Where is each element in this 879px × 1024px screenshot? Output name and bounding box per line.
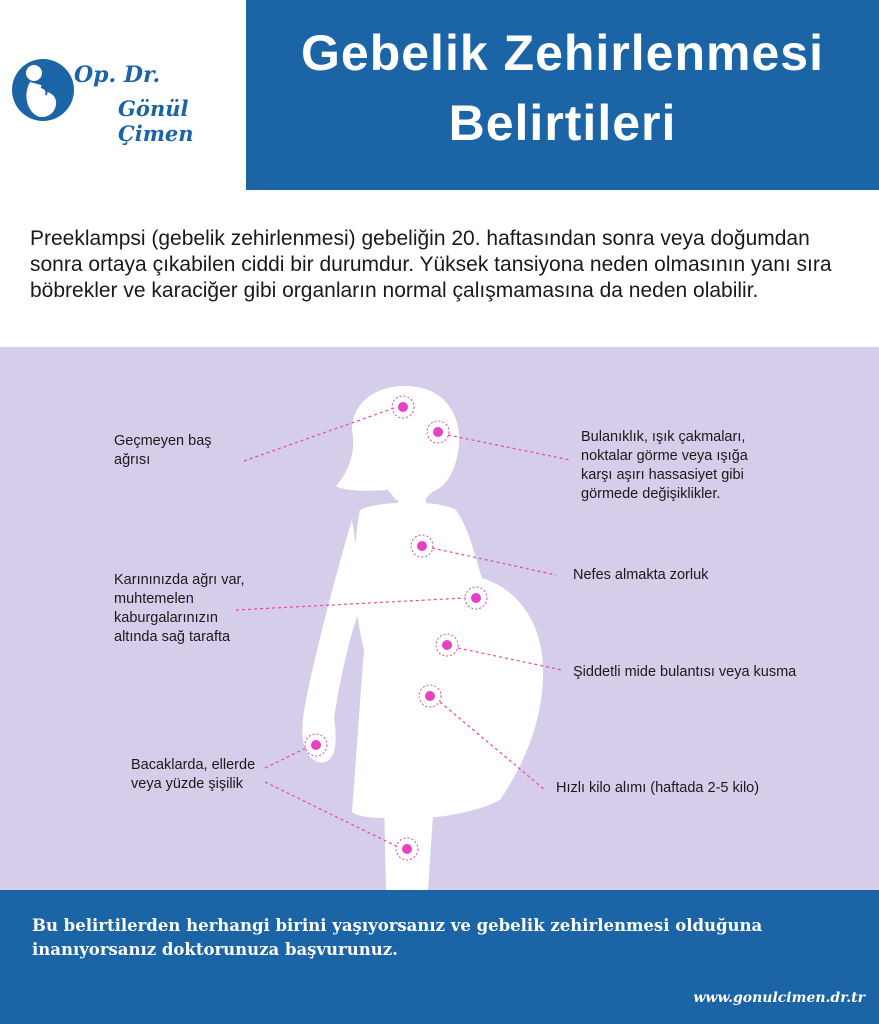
logo [0,0,246,190]
symptom-text: Bacaklarda, ellerde [131,757,256,773]
symptom-abdominal-label [114,571,245,647]
marker-weight [425,691,435,701]
symptom-text: muhtemelen [114,591,194,607]
head-shape [336,386,459,500]
symptom-breath-label [573,566,708,585]
intro-paragraph: Preeklampsi (gebelik zehirlenmesi) gebeliğin 20. haftasından sonra veya doğumdan sonra ortaya çıkabilen ciddi bir durumdur. Yüksek tansiyona neden olmasının yanı sıra böbrekler ve karaciğer gibi organların normal çalışmamasına da neden olabilir. [30,227,832,302]
marker-headache [398,402,408,412]
symptom-text: görmede değişiklikler. [581,486,721,502]
symptom-text: kaburgalarınızın [114,610,218,626]
symptom-text: Hızlı kilo alımı (haftada 2-5 kilo) [556,780,760,796]
marker-vision [433,427,443,437]
page-title-line1: Gebelik Zehirlenmesi [301,25,824,81]
symptom-headache-label [114,432,212,470]
symptom-text: Karınınızda ağrı var, [114,572,245,588]
logo-name: Gönül Çimen [118,96,194,146]
symptom-swelling-label [131,756,255,794]
symptom-text: Nefes almakta zorluk [573,567,709,583]
swelling-line-hand [265,748,306,768]
symptom-text: Geçmeyen baş [114,433,212,449]
footer-message-line2: inanıyorsanız doktorunuza başvurunuz. [32,940,398,959]
body-shape [352,503,543,819]
marker-nausea [442,640,452,650]
marker-leg-swelling [402,844,412,854]
marker-abdominal [471,593,481,603]
arm-shape [302,520,364,762]
symptom-vision-label [581,428,748,504]
marker-hand-swelling [311,740,321,750]
footer-message-line1: Bu belirtilerden herhangi birini yaşıyorsanız ve gebelik zehirlenmesi olduğuna [32,916,763,935]
symptom-text: ağrısı [114,452,151,468]
symptom-text: veya yüzde şişilik [131,776,244,792]
footer [0,890,879,1024]
logo-title: Op. Dr. [74,62,161,88]
symptom-text: Bulanıklık, ışık çakmaları, [581,429,746,445]
footer-message [32,914,852,962]
page-title-line2: Belirtileri [448,95,677,151]
header [246,0,879,190]
symptom-nausea-label [573,663,796,682]
marker-breath [417,541,427,551]
symptom-text: altında sağ tarafta [114,629,231,645]
pregnant-woman-icon [10,55,76,125]
website-link[interactable]: www.gonulcimen.dr.tr [693,990,865,1006]
symptom-text: karşı aşırı hassasiyet gibi [581,467,744,483]
symptom-text: noktalar görme veya ışığa [581,448,748,464]
symptom-weight-label [556,779,759,798]
vision-line [448,435,570,460]
symptom-text: Şiddetli mide bulantısı veya kusma [573,664,797,680]
